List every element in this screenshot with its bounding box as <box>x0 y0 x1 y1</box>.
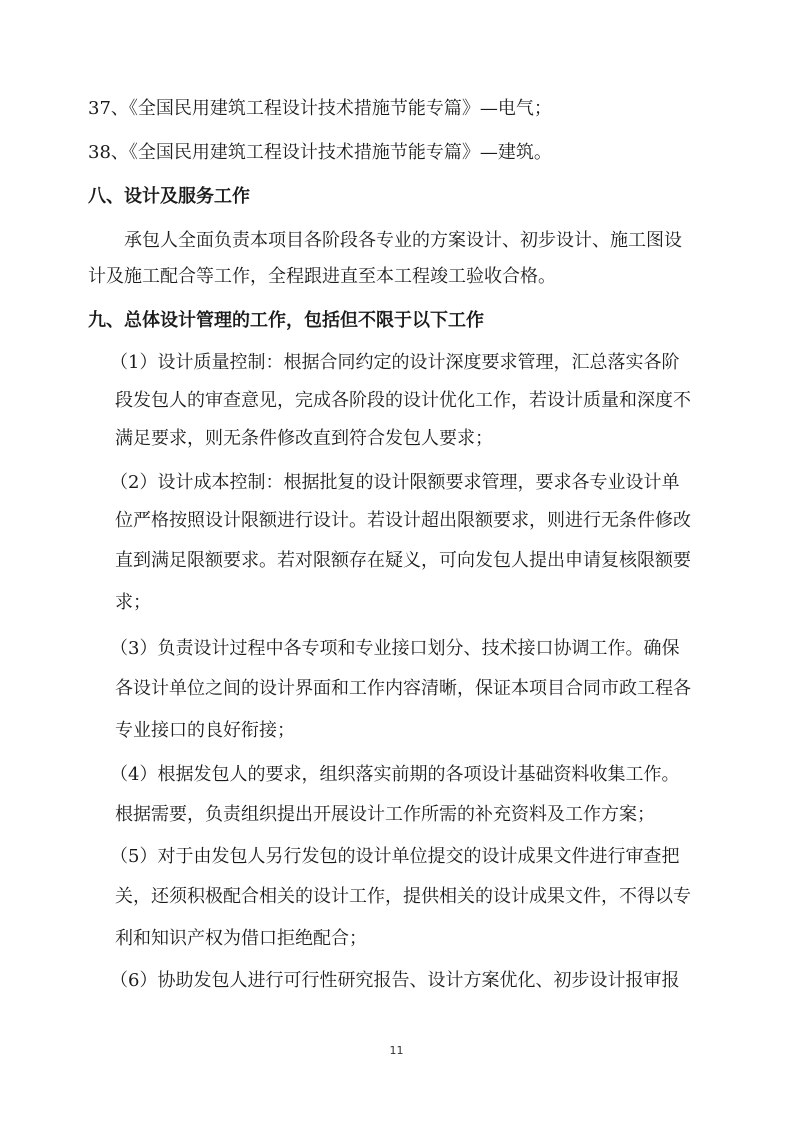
item-2-line-1: （2）设计成本控制：根据批复的设计限额要求管理，要求各专业设计单 <box>110 472 680 493</box>
item-1-line-3: 满足要求，则无条件修改直到符合发包人要求； <box>115 428 493 449</box>
item-5-line-1: （5）对于由发包人另行发包的设计单位提交的设计成果文件进行审查把 <box>110 846 680 867</box>
item-3-line-3: 专业接口的良好衔接； <box>115 720 295 741</box>
item-4-line-2: 根据需要，负责组织提出开展设计工作所需的补充资料及工作方案； <box>115 804 655 825</box>
item-3-line-2: 各设计单位之间的设计界面和工作内容清晰，保证本项目合同市政工程各 <box>115 678 691 699</box>
item-5-line-3: 利和知识产权为借口拒绝配合； <box>115 928 367 949</box>
item-1-line-1: （1）设计质量控制：根据合同约定的设计深度要求管理，汇总落实各阶 <box>110 352 680 373</box>
item-4-line-1: （4）根据发包人的要求，组织落实前期的各项设计基础资料收集工作。 <box>110 764 680 785</box>
item-2-line-4: 求； <box>115 592 151 613</box>
reference-37: 37、《全国民用建筑工程设计技术措施节能专篇》—电气； <box>88 98 552 119</box>
item-5-line-2: 关，还须积极配合相关的设计工作，提供相关的设计成果文件，不得以专 <box>115 886 691 907</box>
section-9-heading: 九、总体设计管理的工作，包括但不限于以下工作 <box>88 310 484 331</box>
page-number: 11 <box>389 1044 404 1057</box>
item-3-line-1: （3）负责设计过程中各专项和专业接口划分、技术接口协调工作。确保 <box>110 638 680 659</box>
reference-38: 38、《全国民用建筑工程设计技术措施节能专篇》—建筑。 <box>88 142 552 163</box>
item-6-line-1: （6）协助发包人进行可行性研究报告、设计方案优化、初步设计报审报 <box>110 970 680 991</box>
section-8-line-2: 计及施工配合等工作，全程跟进直至本工程竣工验收合格。 <box>88 266 556 287</box>
item-2-line-3: 直到满足限额要求。若对限额存在疑义，可向发包人提出申请复核限额要 <box>115 550 691 571</box>
item-2-line-2: 位严格按照设计限额进行设计。若设计超出限额要求，则进行无条件修改 <box>115 510 691 531</box>
section-8-line-1: 承包人全面负责本项目各阶段各专业的方案设计、初步设计、施工图设 <box>124 230 682 251</box>
item-1-line-2: 段发包人的审查意见，完成各阶段的设计优化工作，若设计质量和深度不 <box>115 390 691 411</box>
section-8-heading: 八、设计及服务工作 <box>88 186 250 207</box>
